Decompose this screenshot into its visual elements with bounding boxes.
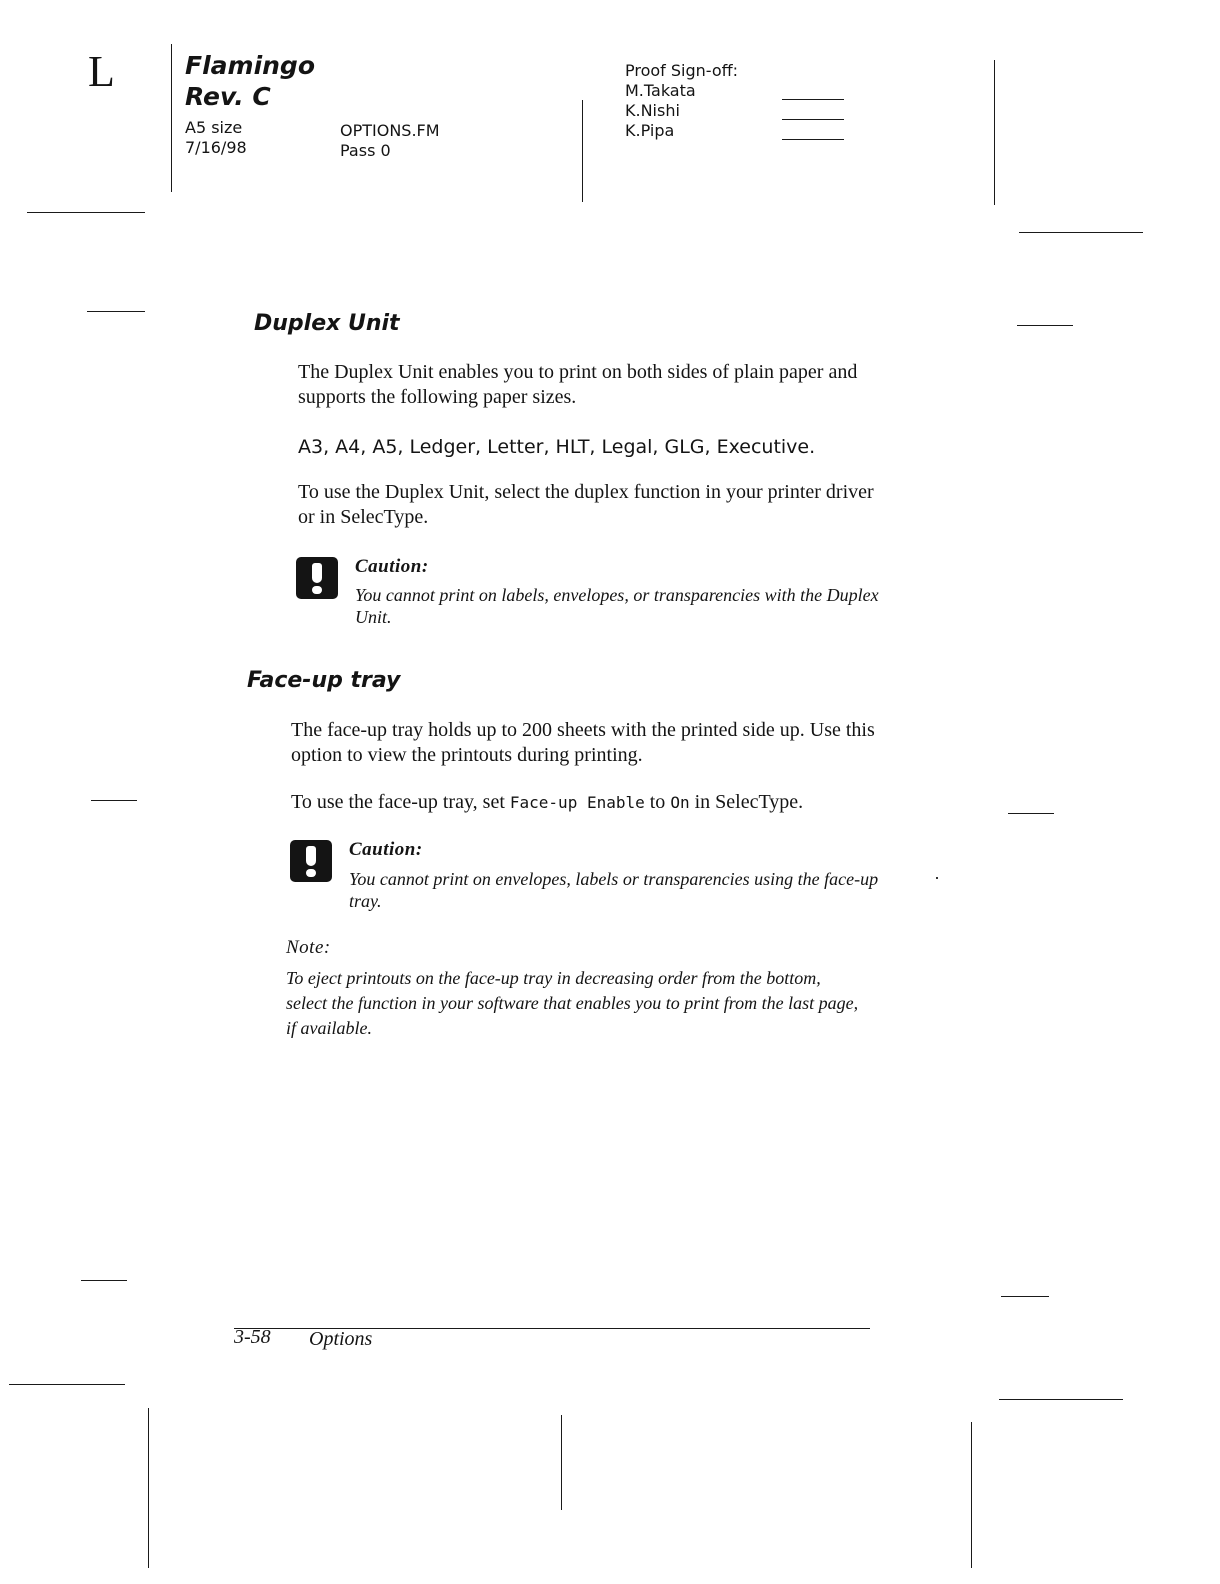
crop-mark [27, 212, 145, 213]
doc-date: 7/16/98 [185, 138, 247, 157]
faceup-usage-prefix: To use the face-up tray, set [291, 791, 505, 813]
crop-mark [81, 1280, 127, 1281]
signoff-line [782, 99, 844, 100]
stray-dot [936, 877, 938, 879]
crop-mark [1019, 232, 1143, 233]
crop-mark [582, 100, 583, 202]
caution-icon [290, 840, 332, 882]
setting-value: On [670, 793, 690, 812]
crop-mark [9, 1384, 125, 1385]
proof-signoff-label: Proof Sign-off: [625, 61, 739, 80]
paper-sizes: A3, A4, A5, Ledger, Letter, HLT, Legal, GLG, Executive. [298, 436, 816, 458]
caution-text: You cannot print on envelopes, labels or transparencies using the face-up tray. [349, 869, 879, 911]
signoff-name: M.Takata [625, 81, 696, 100]
crop-mark [1001, 1296, 1049, 1297]
faceup-intro: The face-up tray holds up to 200 sheets with the printed side up. Use this option to view the printouts during printing. [291, 719, 875, 766]
duplex-usage: To use the Duplex Unit, select the duplex function in your printer driver or in SelecType. [298, 481, 874, 528]
caution-icon [296, 557, 338, 599]
crop-mark [561, 1415, 562, 1510]
faceup-usage [291, 790, 803, 815]
signoff-line [782, 119, 844, 120]
crop-mark [171, 44, 172, 192]
doc-title: Flamingo [185, 51, 316, 80]
crop-mark [87, 311, 145, 312]
crop-mark [994, 60, 995, 205]
file-name: OPTIONS.FM [340, 121, 440, 140]
note-text: To eject printouts on the face-up tray in decreasing order from the bottom, select the function in your software that enables you to print from the last page, if available. [286, 968, 859, 1038]
crop-mark [971, 1422, 972, 1568]
corner-letter: L [88, 47, 115, 96]
signoff-line [782, 139, 844, 140]
faceup-usage-suffix: in SelecType. [694, 791, 804, 813]
crop-mark [1017, 325, 1073, 326]
crop-mark [91, 800, 137, 801]
crop-mark [148, 1408, 149, 1568]
note-title: Note: [286, 937, 331, 958]
section-heading-faceup: Face-up tray [247, 668, 401, 693]
page-size: A5 size [185, 118, 243, 137]
page-number: 3-58 [234, 1326, 271, 1348]
signoff-name: K.Pipa [625, 121, 675, 140]
section-heading-duplex: Duplex Unit [254, 311, 400, 336]
setting-name: Face-up Enable [509, 793, 645, 812]
faceup-usage-mid: to [649, 791, 666, 813]
caution-title: Caution: [355, 556, 429, 577]
caution-title: Caution: [349, 839, 423, 860]
caution-text: You cannot print on labels, envelopes, or transparencies with the Duplex Unit. [355, 585, 879, 627]
footer-section: Options [309, 1328, 373, 1350]
pass-number: Pass 0 [340, 141, 391, 160]
crop-mark [999, 1399, 1123, 1400]
doc-revision: Rev. C [185, 82, 271, 111]
duplex-intro: The Duplex Unit enables you to print on both sides of plain paper and supports the following paper sizes. [298, 361, 858, 408]
crop-mark [1008, 813, 1054, 814]
signoff-name: K.Nishi [625, 101, 680, 120]
